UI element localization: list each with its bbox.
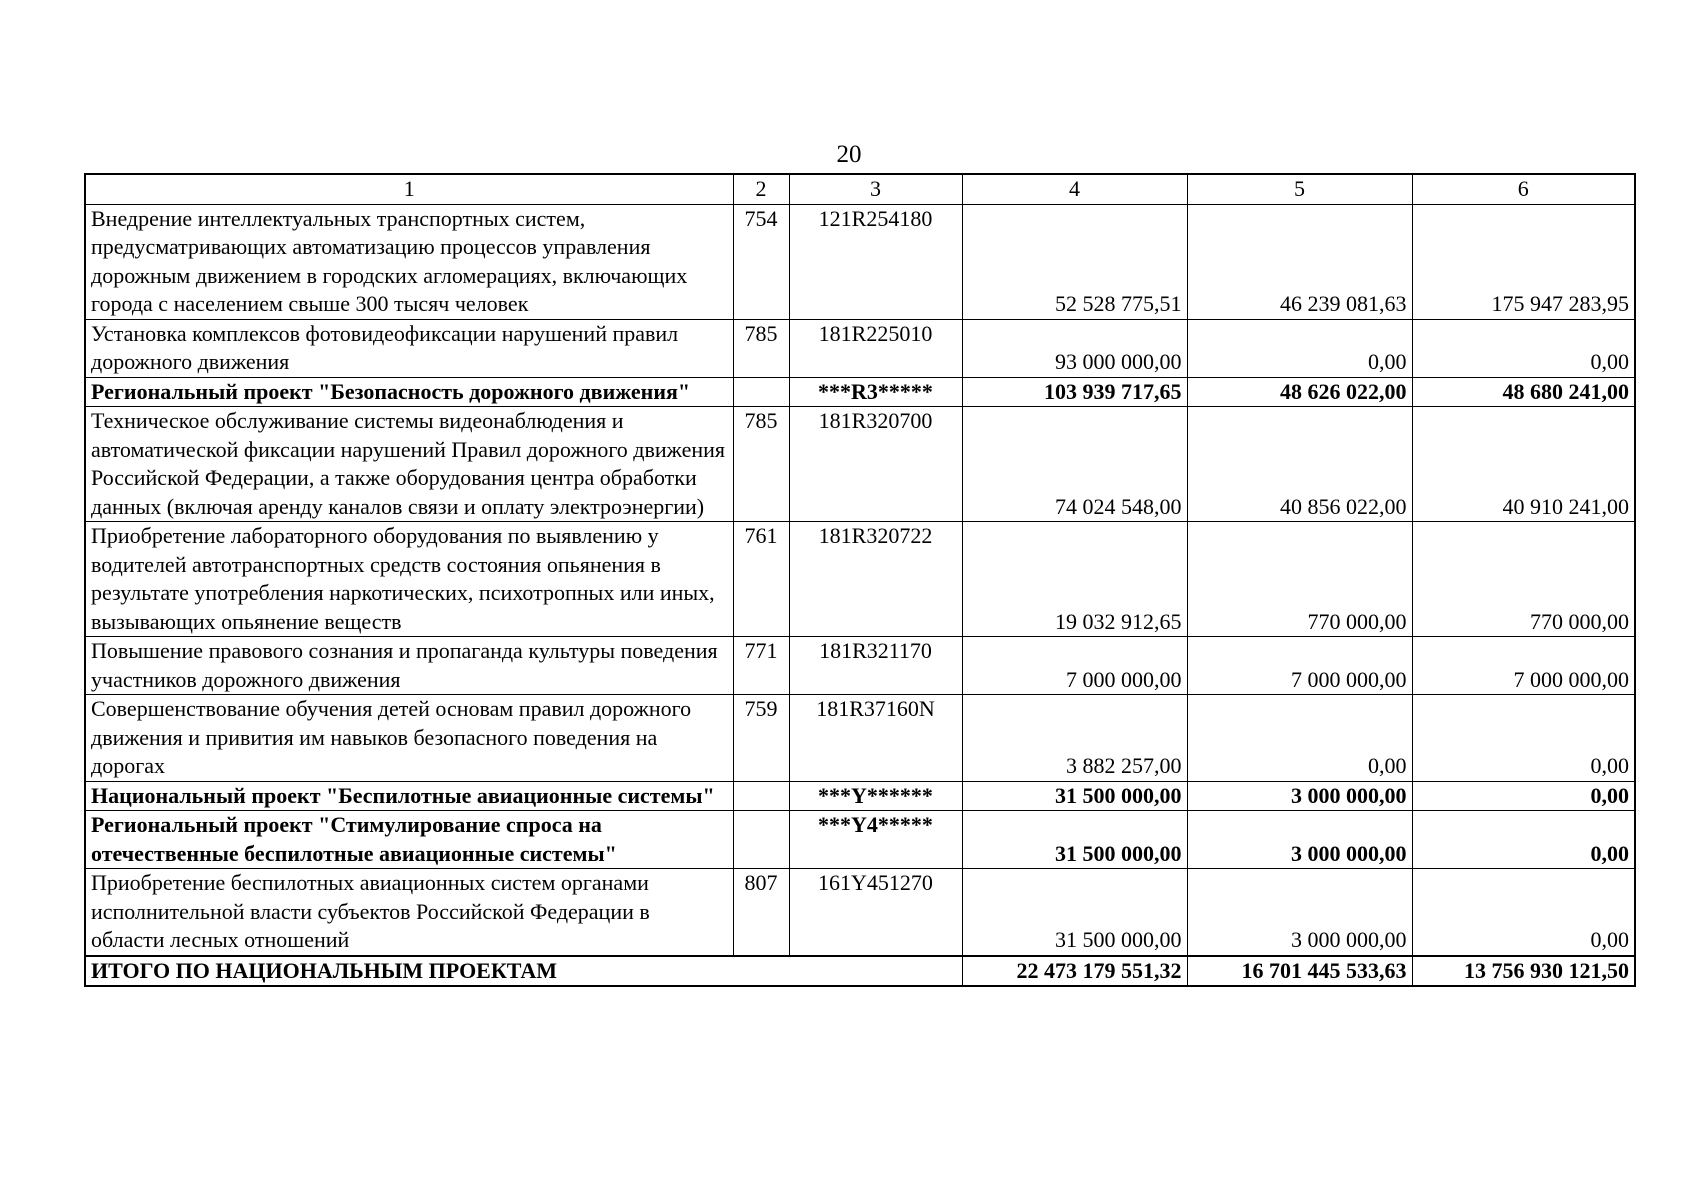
row-code (733, 781, 789, 811)
row-value-4: 3 882 257,00 (962, 695, 1187, 782)
table-row-project (85, 781, 1635, 811)
row-name: Установка комплексов фотовидеофиксации нарушений правил дорожного движения (85, 319, 733, 377)
row-value-6: 0,00 (1412, 695, 1635, 782)
row-name: Техническое обслуживание системы видеонаблюдения и автоматической фиксации нарушений Правил дорожного движения Российской Федерации, а также оборудования центра обработки данных (включая аренду каналов связи и оплату электроэнергии) (85, 407, 733, 522)
row-code: 785 (733, 407, 789, 522)
row-value-6: 770 000,00 (1412, 522, 1635, 637)
column-header: 1 (85, 174, 733, 204)
row-value-6: 7 000 000,00 (1412, 637, 1635, 695)
table-row (85, 637, 1635, 695)
total-label: ИТОГО ПО НАЦИОНАЛЬНЫМ ПРОЕКТАМ (85, 956, 962, 987)
table-row (85, 319, 1635, 377)
row-value-5: 3 000 000,00 (1187, 781, 1412, 811)
column-header: 4 (962, 174, 1187, 204)
table-total-row (85, 956, 1635, 987)
row-name: Национальный проект "Беспилотные авиационные системы" (85, 781, 733, 811)
table-row (85, 522, 1635, 637)
row-value-5: 48 626 022,00 (1187, 377, 1412, 407)
page-number: 20 (836, 141, 862, 168)
table-row-project (85, 811, 1635, 869)
row-value-5: 3 000 000,00 (1187, 869, 1412, 956)
row-classifier: ***Y****** (789, 781, 962, 811)
row-code: 807 (733, 869, 789, 956)
row-classifier: 181R225010 (789, 319, 962, 377)
column-header: 6 (1412, 174, 1635, 204)
row-classifier: 181R320722 (789, 522, 962, 637)
row-value-4: 31 500 000,00 (962, 869, 1187, 956)
row-classifier: 161Y451270 (789, 869, 962, 956)
row-name: Совершенствование обучения детей основам правил дорожного движения и привития им навыков безопасного поведения на дорогах (85, 695, 733, 782)
row-value-4: 74 024 548,00 (962, 407, 1187, 522)
row-name: Региональный проект "Стимулирование спроса на отечественные беспилотные авиационные системы" (85, 811, 733, 869)
row-classifier: 181R321170 (789, 637, 962, 695)
row-code: 785 (733, 319, 789, 377)
row-value-4: 31 500 000,00 (962, 811, 1187, 869)
row-value-5: 0,00 (1187, 319, 1412, 377)
row-value-5: 0,00 (1187, 695, 1412, 782)
row-value-4: 103 939 717,65 (962, 377, 1187, 407)
row-code (733, 377, 789, 407)
row-value-4: 93 000 000,00 (962, 319, 1187, 377)
table-header-row (85, 174, 1635, 204)
row-value-5: 3 000 000,00 (1187, 811, 1412, 869)
row-code: 754 (733, 204, 789, 319)
row-classifier: 181R320700 (789, 407, 962, 522)
row-classifier: ***Y4***** (789, 811, 962, 869)
row-value-6: 0,00 (1412, 811, 1635, 869)
row-value-4: 52 528 775,51 (962, 204, 1187, 319)
row-code: 759 (733, 695, 789, 782)
column-header: 3 (789, 174, 962, 204)
column-header: 2 (733, 174, 789, 204)
column-header: 5 (1187, 174, 1412, 204)
row-value-4: 19 032 912,65 (962, 522, 1187, 637)
row-name: Приобретение беспилотных авиационных систем органами исполнительной власти субъектов Российской Федерации в области лесных отношений (85, 869, 733, 956)
total-value-6: 13 756 930 121,50 (1412, 956, 1635, 987)
row-value-6: 40 910 241,00 (1412, 407, 1635, 522)
row-value-6: 48 680 241,00 (1412, 377, 1635, 407)
row-value-5: 7 000 000,00 (1187, 637, 1412, 695)
table-row (85, 869, 1635, 956)
row-value-4: 7 000 000,00 (962, 637, 1187, 695)
row-value-5: 46 239 081,63 (1187, 204, 1412, 319)
row-name: Внедрение интеллектуальных транспортных систем, предусматривающих автоматизацию процессов управления дорожным движением в городских агломерациях, включающих города с населением свыше 300 тысяч человек (85, 204, 733, 319)
row-value-5: 40 856 022,00 (1187, 407, 1412, 522)
row-classifier: 121R254180 (789, 204, 962, 319)
table-row (85, 407, 1635, 522)
row-value-5: 770 000,00 (1187, 522, 1412, 637)
row-value-6: 0,00 (1412, 319, 1635, 377)
row-value-6: 0,00 (1412, 781, 1635, 811)
table-row (85, 204, 1635, 319)
row-code (733, 811, 789, 869)
table-row (85, 695, 1635, 782)
row-value-6: 175 947 283,95 (1412, 204, 1635, 319)
row-code: 771 (733, 637, 789, 695)
budget-table (84, 173, 1636, 987)
total-value-5: 16 701 445 533,63 (1187, 956, 1412, 987)
row-value-4: 31 500 000,00 (962, 781, 1187, 811)
row-classifier: 181R37160N (789, 695, 962, 782)
total-value-4: 22 473 179 551,32 (962, 956, 1187, 987)
row-name: Региональный проект "Безопасность дорожного движения" (85, 377, 733, 407)
row-code: 761 (733, 522, 789, 637)
row-name: Повышение правового сознания и пропаганда культуры поведения участников дорожного движения (85, 637, 733, 695)
row-value-6: 0,00 (1412, 869, 1635, 956)
row-classifier: ***R3***** (789, 377, 962, 407)
table-row-project (85, 377, 1635, 407)
row-name: Приобретение лабораторного оборудования по выявлению у водителей автотранспортных средств состояния опьянения в результате употребления наркотических, психотропных или иных, вызывающих опьянение веществ (85, 522, 733, 637)
